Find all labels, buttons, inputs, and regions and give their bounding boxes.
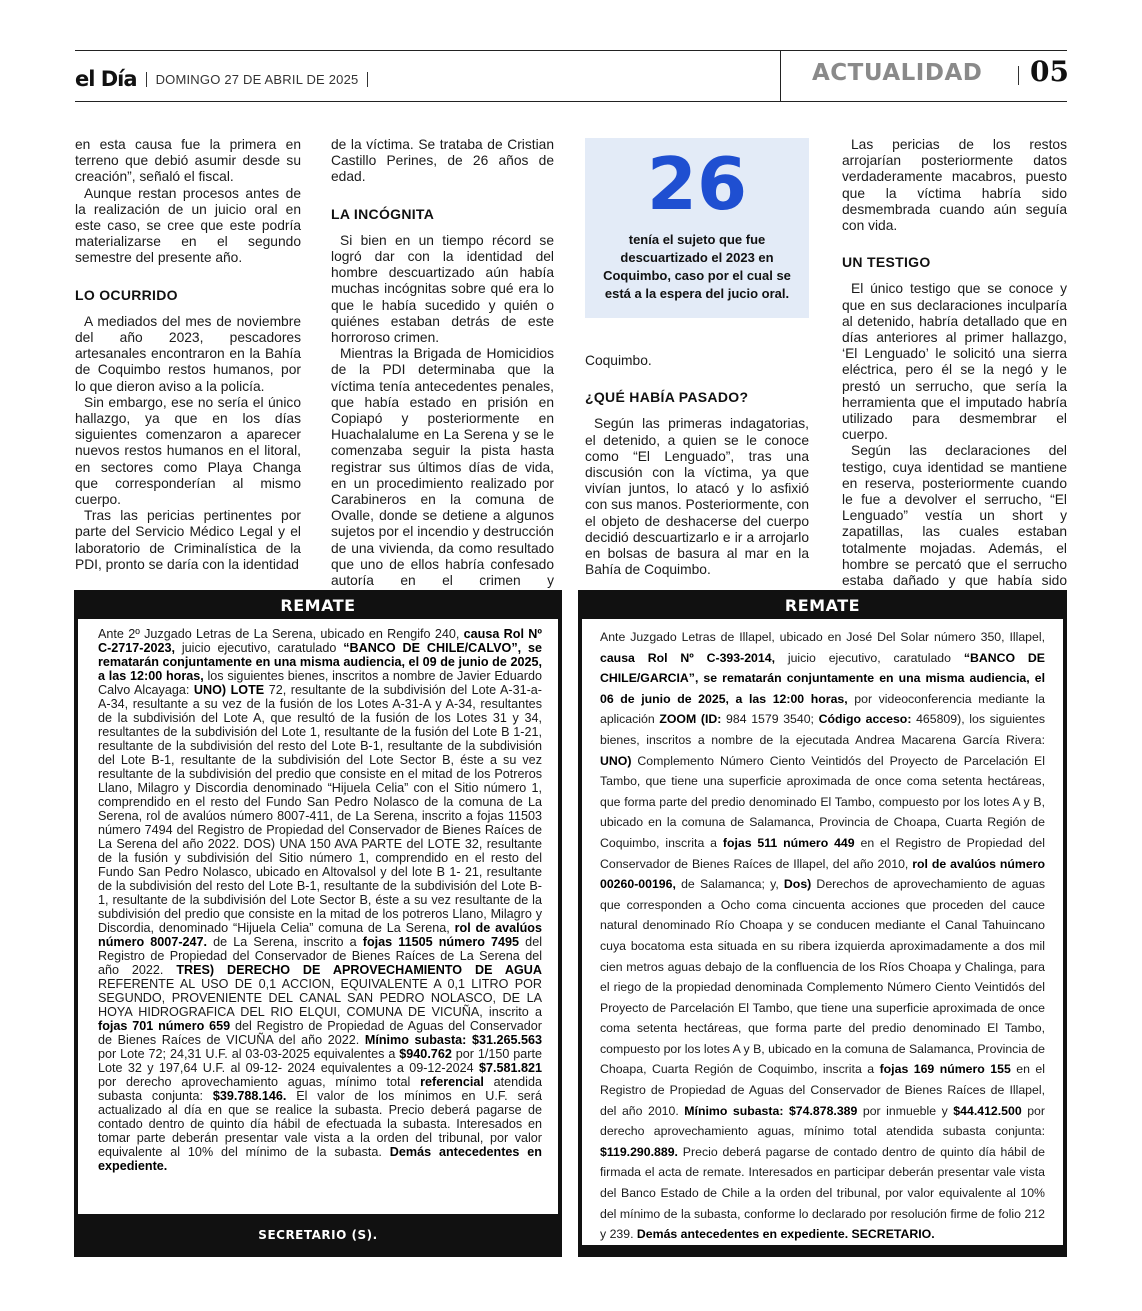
page-number: 05 [1030, 55, 1069, 88]
bold-segment: $119.290.889. [600, 1144, 678, 1159]
bold-segment: ZOOM (ID: [659, 712, 722, 727]
article-column-1 [75, 137, 301, 573]
highlight-number: 26 [646, 142, 748, 226]
subheading-que-habia-pasado: ¿QUÉ HABÍA PASADO? [585, 389, 749, 406]
text-segment: Precio deberá pagarse de contado dentro de quinto día hábil de firmada el acta de remate. Interesados en participar deberán presentar vale vista del Banco Estado de Chile a la orden del tribunal, por valor equivalente al 10% del mínimo de la subasta, conforme lo declarado por resolución firme de folio 212 y 239. [600, 1144, 1045, 1242]
paragraph: Aunque restan procesos antes de la realización de un juicio oral en este caso, se cree que este podría materializarse en el segundo semestre del presente año. [75, 185, 301, 266]
paragraph: Las pericias de los restos arrojarían posteriormente datos verdaderamente macabros, puesto que la víctima habría sido desmembrada cuando aún seguía con vida. [842, 137, 1067, 234]
text-segment: REFERENTE AL USO DE 0,1 ACCION, EQUIVALENTE A 0,1 LITRO POR SEGUNDO, PROVENIENTE DEL CANAL SAN PEDRO NOLASCO, DE LA HOYA HIDROGRAFICA DEL RIO ELQUI, COMUNA DE VICUÑA, inscrito a [98, 977, 542, 1019]
text-segment: del Registro de Propiedad del Conservador de Bienes Raíces de La Serena del año 2022. [98, 935, 542, 977]
paragraph: Sin embargo, ese no sería el único hallazgo, ya que en los días siguientes comenzaron a aparecer nuevos restos humanos en el litoral, en sectores como Playa Changa que corresponderían al mismo cuerpo. [75, 394, 301, 508]
remate-title: REMATE [784, 596, 861, 615]
text-segment: por 1/150 parte Lote 32 y 197,64 U.F. al 09-12- 2024 equivalentes a 09-12-2024 [98, 1047, 542, 1075]
text-segment: por Lote 72; 24,31 U.F. al 03-03-2025 equivalentes a [98, 1047, 400, 1061]
article-column-3 [585, 353, 809, 578]
bold-segment: Mínimo subasta: $74.878.389 [684, 1103, 858, 1118]
header-bottom-rule [75, 101, 1067, 102]
bold-segment: rol de avalúos número 8007-247. [98, 921, 542, 949]
article-column-2 [331, 137, 554, 605]
paragraph: Mientras la Brigada de Homicidios de la PDI determinaba que la víctima tenía antecedentes penales, que había estado en prisión en Copiapó y posteriormente en Huachalalume en La Serena y se le comenzaba seguir la pista hasta registrar sus últimos días de vida, en un procedimiento realizado por Carabineros en la comuna de Ovalle, donde se detiene a algunos sujetos por el incendio y destrucción de una vivienda, da como resultado que uno de ellos habría confesado autoría en el crimen y [331, 346, 554, 589]
paragraph: de la víctima. Se trataba de Cristian Castillo Perines, de 26 años de edad. [331, 137, 554, 185]
paragraph: Tras las pericias pertinentes por parte del Servicio Médico Legal y el laboratorio de Criminalística de la PDI, pronto se daría con la identidad [75, 508, 301, 572]
bold-segment: “BANCO DE CHILE/CALVO”, se rematarán conjuntamente en una misma audiencia, el 09 de junio de 2025, a las 12:00 horas, [98, 641, 542, 683]
bold-segment: $39.788.146. [212, 1089, 287, 1103]
bold-segment: fojas 11505 número 7495 [362, 935, 520, 949]
bold-segment: Código acceso: [818, 712, 912, 727]
masthead-separator [146, 72, 147, 87]
remate-footer: SECRETARIO (S). [258, 1228, 378, 1242]
newspaper-logo: el Día [75, 67, 137, 91]
bold-segment: TRES) DERECHO DE APROVECHAMIENTO DE AGUA [176, 963, 542, 977]
bold-segment: Mínimo subasta: $31.265.563 [364, 1033, 542, 1047]
text-segment: Ante 2º Juzgado Letras de La Serena, ubicado en Rengifo 240, [98, 627, 464, 641]
subheading-lo-ocurrido: LO OCURRIDO [75, 286, 178, 303]
bold-segment: UNO) [600, 753, 632, 768]
header-top-rule [75, 50, 1067, 51]
highlight-caption: tenía el sujeto que fue descuartizado el 2023 en Coquimbo, caso por el cual se está a la espera del jucio oral. [603, 232, 791, 301]
remate-text [98, 627, 542, 1173]
bold-segment: Dos) [783, 877, 812, 892]
paragraph: Coquimbo. [585, 353, 652, 368]
bold-segment: causa Rol Nº C-2717-2023, [98, 627, 542, 655]
subheading-la-incognita: LA INCÓGNITA [331, 205, 435, 222]
issue-date: DOMINGO 27 DE ABRIL DE 2025 [155, 71, 359, 87]
subheading-un-testigo: UN TESTIGO [842, 254, 931, 271]
bold-segment: Demás antecedentes en expediente. [98, 1145, 542, 1173]
remate-body [582, 619, 1063, 1245]
text-segment: en el Registro de Propiedad del Conservador de Bienes Raíces de Illapel, del año 2010, [600, 835, 1045, 871]
article-column-4 [842, 137, 1067, 605]
bold-segment: fojas 169 número 155 [879, 1062, 1011, 1077]
bold-segment: rol de avalúos número 00260-00196, [600, 856, 1045, 892]
text-segment: El valor de los mínimos en U.F. será actualizado al día en que se realice la subasta. Precio deberá pagarse de contado dentro de quinto día hábil de efectuada la subasta. Interesados en tomar parte deberán presentar vale vista a la orden del tribunal, por valor equivalente al 10% del mínimo de la subasta. [98, 1089, 542, 1159]
text-segment: juicio ejecutivo, caratulado [774, 650, 964, 665]
paragraph: Según las primeras indagatorias, el detenido, a quien se le conoce como “El Lenguado”, tras una discusión con la víctima, ya que vivían juntos, lo atacó y lo asfixió con sus manos. Posteriormente, con el objeto de deshacerse del cuerpo decidió descuartizarlo e ir a arrojarlo en bolsas de basura al mar en la Bahía de Coquimbo. [585, 416, 809, 578]
bold-segment: $44.412.500 [953, 1103, 1022, 1118]
text-segment: de Salamanca; y, [675, 877, 784, 892]
text-segment: por derecho aprovechamiento aguas, mínimo total atendida subasta conjunta: [600, 1103, 1045, 1139]
section-separator [1018, 66, 1019, 85]
text-segment: los siguientes bienes, inscritos a nombre de Javier Eduardo Calvo Alcayaga: [98, 669, 542, 697]
text-segment: 984 1579 3540; [721, 712, 819, 727]
text-segment: juicio ejecutivo, caratulado [175, 641, 344, 655]
bold-segment: referencial [420, 1075, 484, 1089]
text-segment: por inmueble y [857, 1103, 954, 1118]
text-segment: por videoconferencia mediante la aplicación [600, 691, 1045, 727]
section-title: ACTUALIDAD [812, 60, 983, 86]
text-segment: 465809), los siguientes bienes, inscritos a nombre de la ejecutada Andrea Macarena García Rivera: [600, 712, 1046, 747]
text-segment: de La Serena, inscrito a [207, 935, 363, 949]
masthead [75, 64, 377, 94]
bold-segment: UNO) LOTE [193, 683, 265, 697]
paragraph: A mediados del mes de noviembre del año 2023, pescadores artesanales encontraron en la Bahía de Coquimbo restos humanos, por lo que dieron aviso a la policía. [75, 313, 301, 394]
remate-notice-right [578, 590, 1067, 1257]
bold-segment: $7.581.821 [478, 1061, 542, 1075]
text-segment: Derechos de aprovechamiento de aguas que corresponden a Ocho coma cincuenta acciones que proceden del cauce natural denominado Río Choapa y se conducen mediante el Canal Tahuincano cuya bocatoma esta situada en su ribera izquierda aproximadamente a dos mil cien metros aguas debajo de la confluencia de los Ríos Choapa y Chalinga, para el riego de la propiedad denominada Complemento Número Ciento Veintidós del Proyecto de Parcelación El Tambo, que tiene una superficie aproximada de once coma setenta hectáreas, que forma parte del predio denominado El Tambo, compuesto por los lotes A y B, ubicado en la comuna de Salamanca, Provincia de Choapa, Cuarta Región de Coquimbo, inscrita a [600, 877, 1046, 1077]
bold-segment: $940.762 [399, 1047, 452, 1061]
highlight-box [585, 138, 809, 318]
text-segment: atendida subasta conjunta: [98, 1075, 542, 1103]
text-segment: del Registro de Propiedad de Aguas del Conservador de Bienes Raíces de VICUÑA del año 2022. [98, 1019, 542, 1047]
bold-segment: causa Rol Nº C-393-2014, [600, 650, 775, 665]
bold-segment: fojas 701 número 659 [98, 1019, 231, 1033]
paragraph: Según las declaraciones del testigo, cuya identidad se mantiene en reserva, posteriormente cuando le fue a devolver el serrucho, “El Lenguado” vestía un short y zapatillas, las cuales estaban totalmente mojadas. Además, el hombre se percató que el serrucho estaba dañado y que había sido [842, 443, 1067, 589]
text-segment: por derecho aprovechamiento aguas, mínimo total [98, 1075, 421, 1089]
paragraph: Si bien en un tiempo récord se logró dar con la identidad del hombre descuartizado aún había muchas incógnitas sobre qué era lo que le había sucedido y quién o quiénes estaban detrás de este horroroso crimen. [331, 232, 554, 346]
masthead-separator-end [367, 72, 368, 87]
remate-title: REMATE [280, 596, 356, 615]
text-segment: 72, resultante de la subdivisión del Lote A-31-a-A-34, resultante a su vez de la fusión de los Lotes A-31-A y A-34, resultantes de la subdivisión del Lote A, que resultó de la fusión de los Lotes 31 y 34, resultantes de la subdivisión del Lote 1, resultante de la fusión del Lote B 1-21, resultante de la subdivisión del resto del Lote B-1, resultante de la subdivisión del Lote B-1, resultante de la subdivisión del Lote Sector B, éste a su vez resultante de la subdivisión del predio que consiste en el mitad de los Potreros Llano, Milagro y Discordia denominado “Hijuela Celia” con el Sitio número 1, comprendido en el resto del Fundo San Pedro Nolasco de la comuna de La Serena, rol de avalúos número 8007-411, de La Serena, inscrito a fojas 11503 número 7494 del Registro de Propiedad del Conservador de Bienes Raíces de La Serena del año 2022. DOS) UNA 150 AVA PARTE del LOTE 32, resultante de la fusión y subdivisión del Sitio número 1, comprendido en el resto del Fundo San Pedro Nolasco, ubicado en Altovalsol y del lote B 1- 21, resultante de la subdivisión del resto del Lote B-1, resultante de la subdivisión del Lote B-1, resultante de la subdivisión del Lote Sector B, éste a su vez resultante de la subdivisión del predio que consiste en la mitad de los potreros Llano, Milagro y Discordia, denominado “Hijuela Celia” comuna de La Serena, [98, 683, 542, 935]
text-segment: Complemento Número Ciento Veintidós del Proyecto de Parcelación El Tambo, que tiene una superficie aproximada de once coma setenta hectáreas, que forma parte del predio denominado El Tambo, compuesto por los lotes A y B, ubicado en la comuna de Salamanca, Provincia de Choapa, Cuarta Región de Coquimbo, inscrita a [600, 753, 1045, 850]
bold-segment: “BANCO DE CHILE/GARCIA”, se rematarán conjuntamente en una misma audiencia, el 06 de junio de 2025, a las 12:00 horas, [600, 650, 1046, 706]
text-segment: en el Registro de Propiedad de Aguas del Conservador de Bienes Raíces de Illapel, del año 2010. [600, 1062, 1045, 1118]
text-segment: Ante Juzgado Letras de Illapel, ubicado en José Del Solar número 350, Illapel, [600, 630, 1045, 644]
remate-body [78, 619, 558, 1214]
header-divider [780, 50, 781, 101]
paragraph: en esta causa fue la primera en terreno que debió asumir desde su creación”, señaló el fiscal. [75, 137, 301, 185]
remate-text [600, 627, 1045, 1245]
remate-notice-left [74, 590, 562, 1257]
bold-segment: Demás antecedentes en expediente. SECRETARIO. [636, 1227, 935, 1242]
paragraph: El único testigo que se conoce y que en sus declaraciones inculparía al detenido, habría detallado que en días anteriores al primer hallazgo, ‘El Lenguado’ le solicitó una sierra eléctrica, pero él se la negó y le prestó un serrucho, que sería la herramienta que el imputado habría utilizado para desmembrar el cuerpo. [842, 281, 1067, 443]
bold-segment: fojas 511 número 449 [722, 835, 855, 850]
